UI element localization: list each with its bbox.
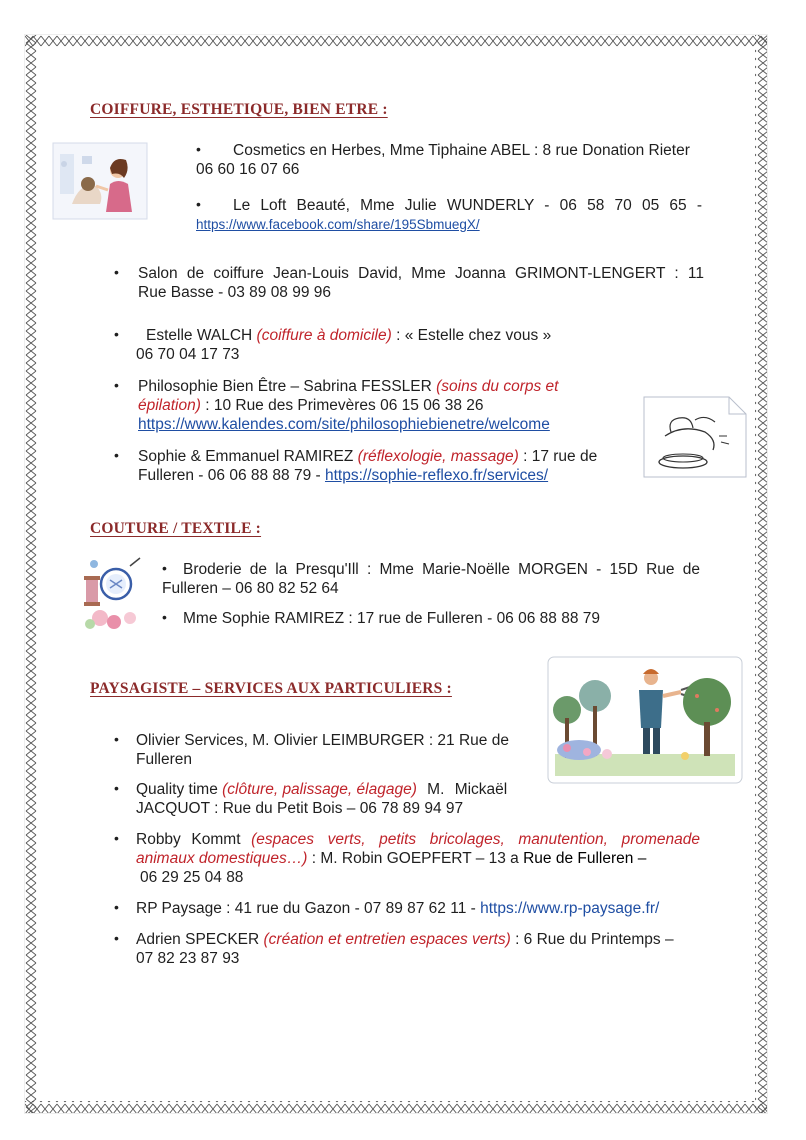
entry-name: Sophie & Emmanuel RAMIREZ — [138, 448, 358, 465]
entry-phone: 06 60 16 07 66 — [196, 161, 300, 178]
bullet: • — [114, 264, 119, 280]
entry-address: Rue Basse - 03 89 08 99 96 — [138, 284, 332, 301]
entry-text: Broderie de la Presqu'Ill : Mme Marie-Noëlle MORGEN - 15D Rue de — [183, 561, 700, 578]
entry-sophie-ramirez-couture — [162, 609, 700, 628]
bullet: • — [114, 780, 119, 796]
entry-le-loft-beaute — [196, 196, 702, 234]
entry-estelle-walch — [114, 326, 704, 364]
heading-landscaping: PAYSAGISTE – SERVICES AUX PARTICULIERS : — [90, 680, 452, 697]
entry-description: (création et entretien espaces verts) — [263, 931, 511, 948]
entry-address: Fulleren — [136, 751, 192, 768]
entry-description-cont: animaux domestiques…) — [136, 850, 308, 867]
entry-rp-paysage — [114, 899, 714, 918]
entry-address: JACQUOT : Rue du Petit Bois – 06 78 89 94 97 — [136, 800, 464, 817]
bullet: • — [114, 830, 119, 846]
entry-quality-time — [114, 780, 534, 818]
hairdresser-illustration — [52, 142, 148, 220]
entry-details: : « Estelle chez vous » — [391, 327, 552, 344]
entry-philosophie-bien-etre — [114, 377, 614, 434]
entry-phone: 07 82 23 87 93 — [136, 950, 240, 967]
entry-description-cont: épilation) — [138, 397, 201, 414]
entry-text: Olivier Services, M. Olivier LEIMBURGER : 21 Rue de — [136, 732, 509, 749]
bullet: • — [114, 930, 119, 946]
entry-name: Robby Kommt — [136, 831, 252, 848]
bullet: • — [114, 326, 119, 342]
entry-phone: 06 29 25 04 88 — [140, 869, 244, 886]
bullet: • — [196, 196, 201, 212]
entry-text: Salon de coiffure Jean-Louis David, Mme Joanna GRIMONT-LENGERT : 11 — [138, 265, 704, 282]
bullet: • — [162, 560, 167, 576]
sewing-illustration — [70, 552, 152, 634]
entry-description: (réflexologie, massage) — [357, 448, 519, 465]
entry-name: Philosophie Bien Être – Sabrina FESSLER — [138, 378, 437, 395]
gardener-illustration — [547, 656, 743, 784]
entry-details: : 6 Rue du Printemps – — [510, 931, 674, 948]
entry-phone: Fulleren – 06 80 82 52 64 — [162, 580, 339, 597]
entry-olivier-services — [114, 731, 534, 769]
entry-adrien-specker — [114, 930, 714, 968]
massage-illustration — [643, 396, 747, 478]
heading-beauty: COIFFURE, ESTHETIQUE, BIEN ETRE : — [90, 101, 388, 118]
entry-details: : 10 Rue des Primevères 06 15 06 38 26 — [200, 397, 484, 414]
entry-broderie-presquill — [162, 560, 700, 598]
heading-sewing: COUTURE / TEXTILE : — [90, 520, 262, 537]
sophie-reflexo-link[interactable]: https://sophie-reflexo.fr/services/ — [324, 467, 549, 484]
bullet: • — [114, 377, 119, 393]
facebook-link[interactable]: https://www.facebook.com/share/195SbmuegX/ — [196, 217, 480, 232]
entry-description: (espaces verts, petits bricolages, manutention, promenade — [251, 831, 700, 848]
entry-description: (clôture, palissage, élagage) — [222, 781, 417, 798]
entry-details: M. Mickaël — [416, 781, 508, 798]
entry-sophie-emmanuel-ramirez — [114, 447, 624, 485]
bullet: • — [162, 609, 167, 625]
bullet: • — [114, 899, 119, 915]
entry-name: Estelle WALCH — [146, 327, 257, 344]
entry-text: Le Loft Beauté, Mme Julie WUNDERLY - 06 58 70 05 65 - — [233, 197, 702, 214]
bullet: • — [114, 731, 119, 747]
entry-description: (soins du corps et — [436, 378, 559, 395]
entry-phone: Fulleren - 06 06 88 88 79 - — [138, 467, 325, 484]
entry-name: Adrien SPECKER — [136, 931, 264, 948]
entry-phone: 06 70 04 17 73 — [136, 346, 240, 363]
entry-text: Mme Sophie RAMIREZ : 17 rue de Fulleren - 06 06 88 88 79 — [183, 610, 600, 627]
entry-street: Rue de Fulleren – — [523, 850, 647, 867]
entry-description: (coiffure à domicile) — [256, 327, 392, 344]
entry-details: : M. Robin GOEPFERT – 13 a — [307, 850, 524, 867]
bullet: • — [114, 447, 119, 463]
entry-robby-kommt — [114, 830, 704, 887]
rp-paysage-link[interactable]: https://www.rp-paysage.fr/ — [480, 900, 660, 917]
entry-text: Cosmetics en Herbes, Mme Tiphaine ABEL : 8 rue Donation Rieter — [233, 142, 690, 159]
kalendes-link[interactable]: https://www.kalendes.com/site/philosophiebienetre/welcome — [138, 416, 550, 433]
entry-cosmetics-en-herbes — [196, 141, 702, 179]
bullet: • — [196, 141, 201, 157]
entry-text: RP Paysage : 41 rue du Gazon - 07 89 87 62 11 - — [136, 900, 481, 917]
entry-first-line — [136, 830, 700, 849]
entry-salon-jean-louis-david — [114, 264, 704, 302]
entry-details: : 17 rue de — [518, 448, 598, 465]
entry-name: Quality time — [136, 781, 223, 798]
